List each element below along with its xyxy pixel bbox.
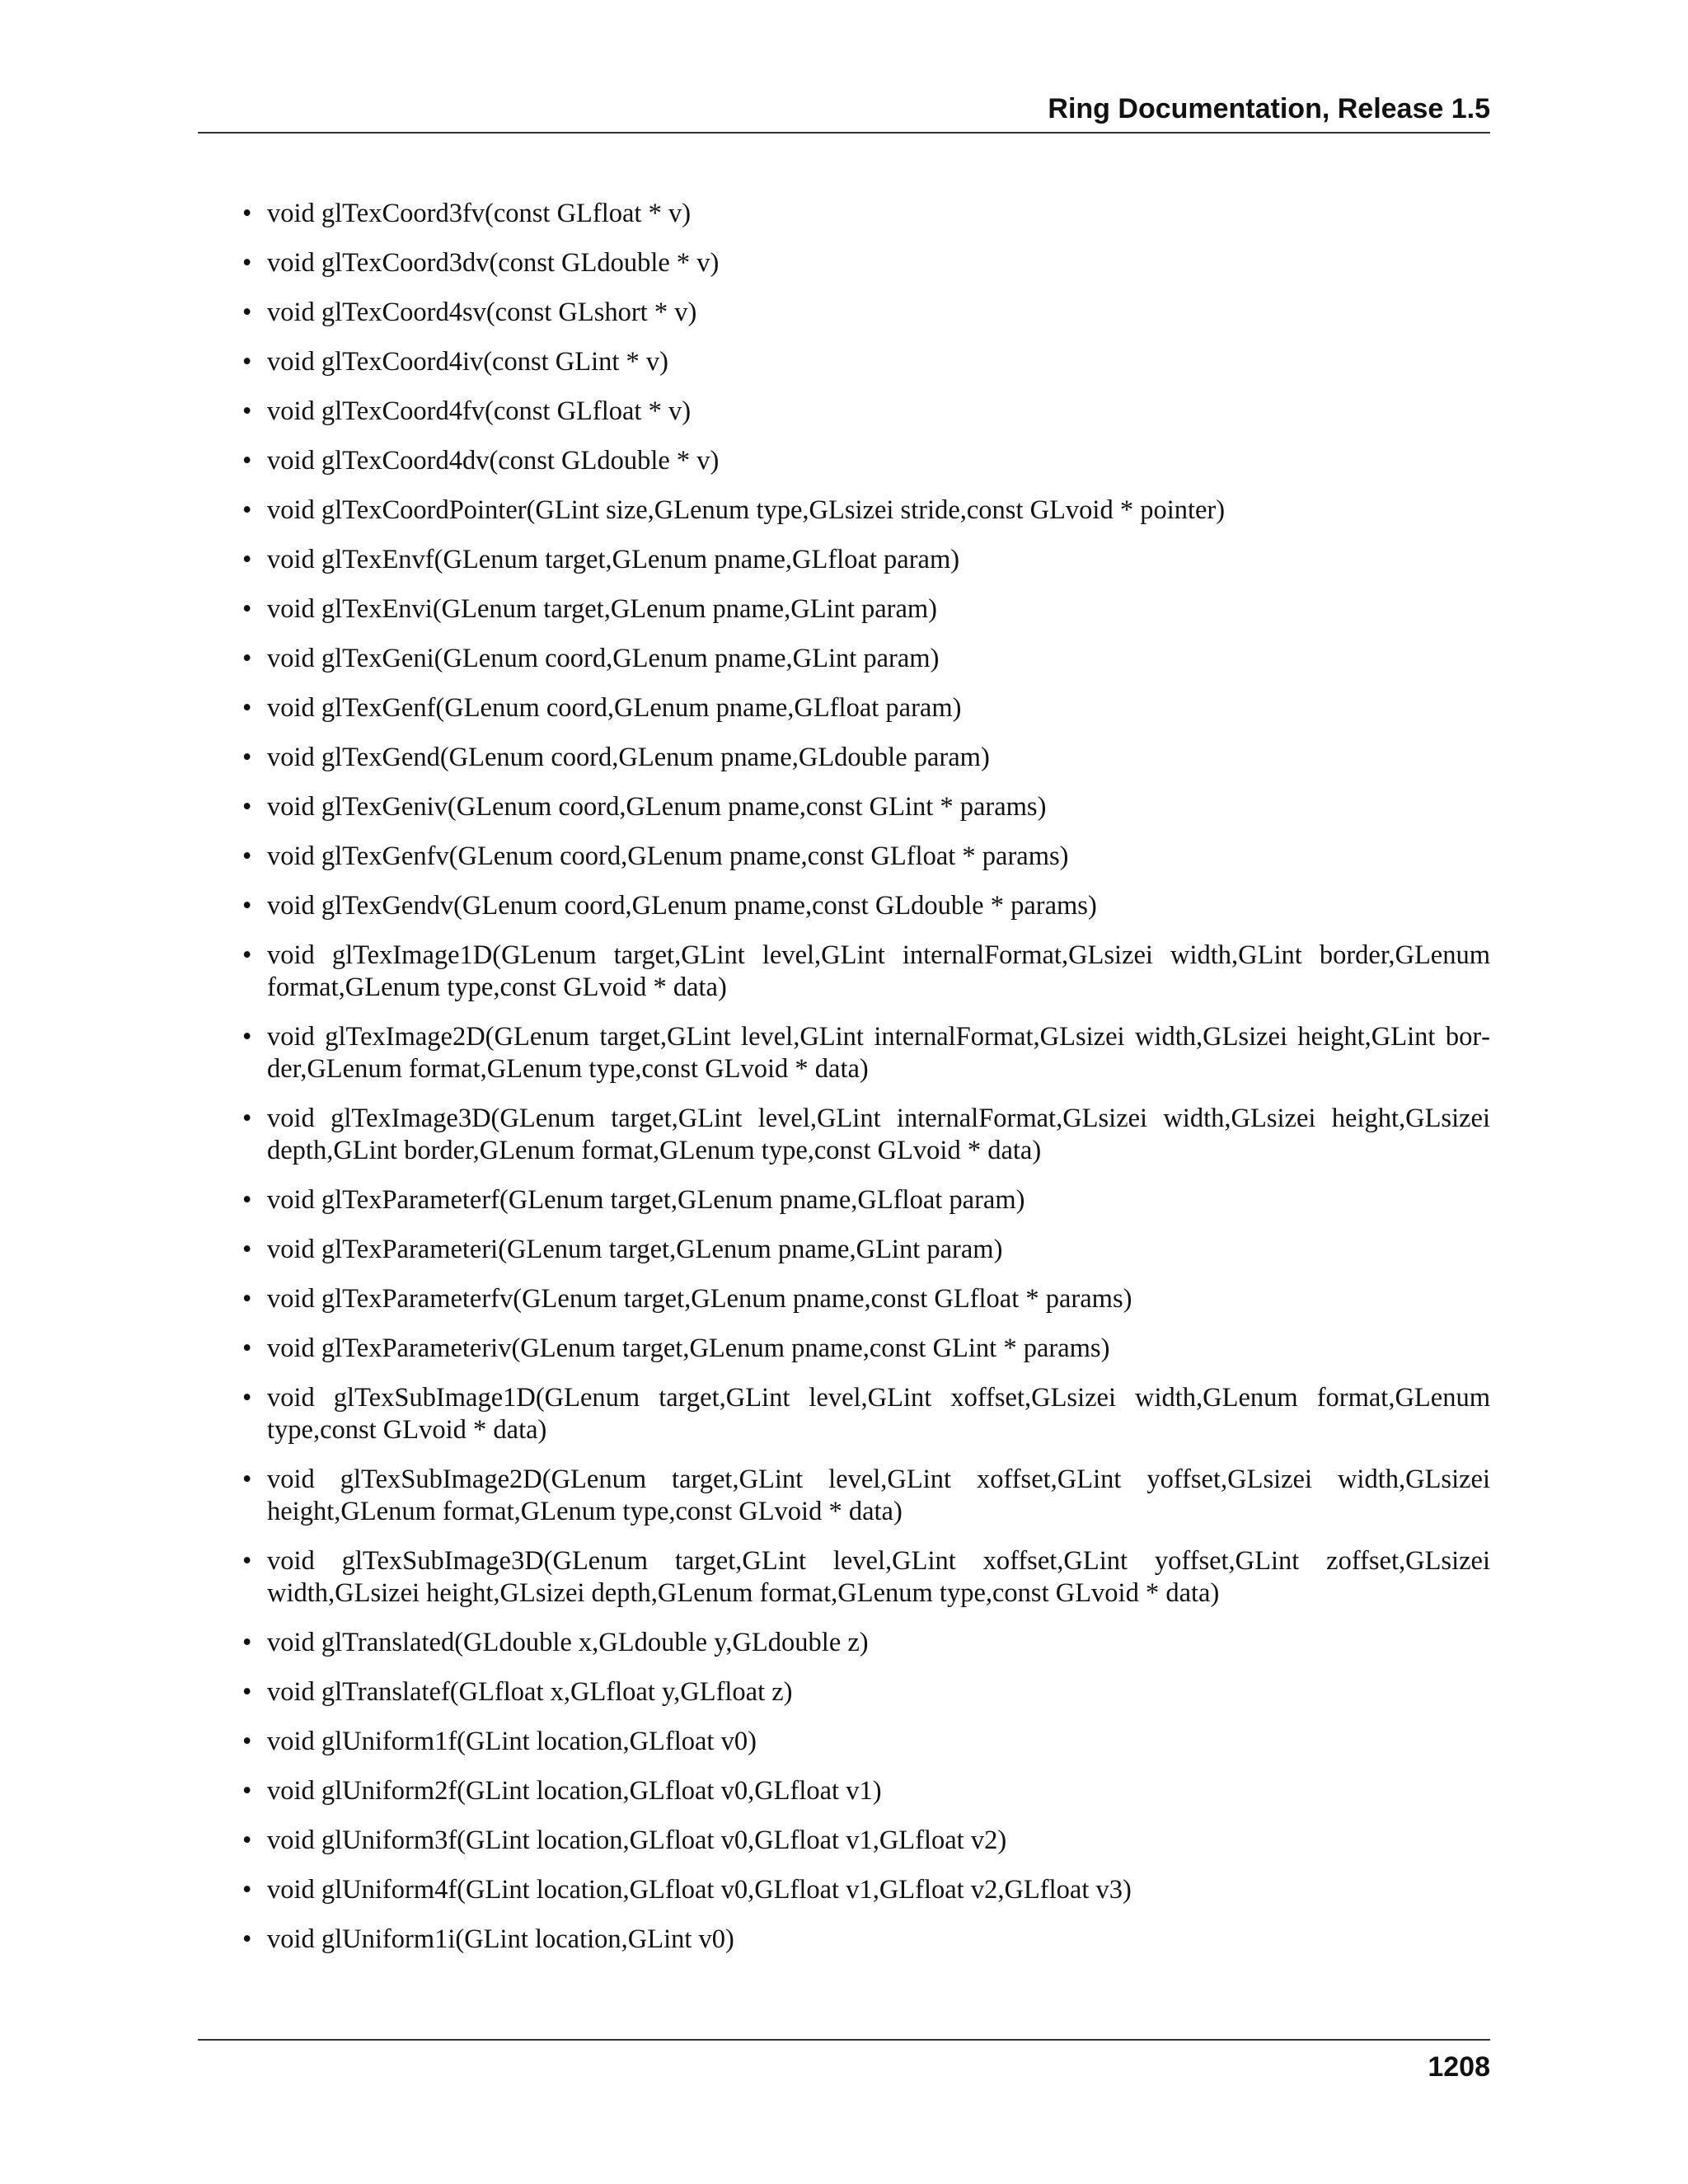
function-signature: void glTexImage3D(GLenum target,GLint level,GLint internalFormat,GLsizei width,GLsizei height,GLsizei depth,GLint border,GLenum format,GLenum type,const GLvoid * data)	[267, 1104, 1490, 1165]
bullet-icon: •	[242, 644, 252, 673]
list-item	[198, 1874, 1490, 1906]
function-signature: void glTexImage2D(GLenum target,GLint level,GLint internalFormat,GLsizei width,GLsizei height,GLint border,GLenum format,GLenum type,const GLvoid * data)	[267, 1022, 1490, 1084]
list-item	[198, 890, 1490, 922]
list-item	[198, 247, 1490, 279]
bullet-icon: •	[242, 1727, 252, 1756]
function-signature: void glTexParameterf(GLenum target,GLenum pname,GLfloat param)	[267, 1185, 1025, 1215]
bullet-icon: •	[242, 1284, 252, 1314]
function-signature: void glTranslatef(GLfloat x,GLfloat y,GLfloat z)	[267, 1677, 793, 1707]
function-signature: void glTexCoord4dv(const GLdouble * v)	[267, 446, 720, 476]
list-item	[198, 396, 1490, 428]
bullet-icon: •	[242, 396, 252, 426]
function-signature: void glTexCoord3dv(const GLdouble * v)	[267, 248, 720, 278]
function-signature: void glTexGenf(GLenum coord,GLenum pname,GLfloat param)	[267, 693, 962, 723]
function-signature: void glUniform3f(GLint location,GLfloat v0,GLfloat v1,GLfloat v2)	[267, 1825, 1007, 1855]
page-number: 1208	[1428, 2051, 1490, 2083]
list-item	[198, 1234, 1490, 1266]
function-signature: void glUniform1f(GLint location,GLfloat v0)	[267, 1727, 757, 1756]
bullet-icon: •	[242, 298, 252, 327]
function-signature: void glTexParameterfv(GLenum target,GLenum pname,const GLfloat * params)	[267, 1284, 1132, 1314]
list-item	[198, 544, 1490, 576]
list-item	[198, 297, 1490, 329]
bullet-icon: •	[242, 891, 252, 921]
list-item	[198, 593, 1490, 626]
list-item	[198, 1184, 1490, 1216]
function-signature: void glTexCoord4fv(const GLfloat * v)	[267, 396, 692, 426]
list-item	[198, 1333, 1490, 1365]
bullet-icon: •	[242, 1465, 252, 1494]
bullet-icon: •	[242, 1546, 252, 1576]
list-item	[198, 1676, 1490, 1708]
function-signature: void glTexEnvf(GLenum target,GLenum pname,GLfloat param)	[267, 545, 960, 574]
list-item	[198, 1283, 1490, 1315]
list-item	[198, 494, 1490, 527]
bullet-icon: •	[242, 1383, 252, 1413]
bullet-icon: •	[242, 792, 252, 822]
function-signature: void glTexCoord4sv(const GLshort * v)	[267, 298, 697, 327]
function-signature: void glTranslated(GLdouble x,GLdouble y,GLdouble z)	[267, 1628, 869, 1657]
list-item	[198, 198, 1490, 230]
page-content	[198, 198, 1490, 1973]
list-item	[198, 445, 1490, 477]
page-footer	[198, 2039, 1490, 2083]
function-signature: void glUniform4f(GLint location,GLfloat v0,GLfloat v1,GLfloat v2,GLfloat v3)	[267, 1875, 1132, 1905]
bullet-icon: •	[242, 1825, 252, 1855]
function-signature: void glUniform2f(GLint location,GLfloat v0,GLfloat v1)	[267, 1776, 882, 1806]
bullet-icon: •	[242, 743, 252, 772]
list-item	[198, 841, 1490, 873]
bullet-icon: •	[242, 1677, 252, 1707]
list-item	[198, 1545, 1490, 1610]
bullet-icon: •	[242, 495, 252, 525]
list-item	[198, 1825, 1490, 1857]
function-signature: void glTexCoord4iv(const GLint * v)	[267, 347, 668, 377]
bullet-icon: •	[242, 248, 252, 278]
bullet-icon: •	[242, 1333, 252, 1363]
list-item	[198, 1924, 1490, 1956]
function-signature: void glTexParameteri(GLenum target,GLenum pname,GLint param)	[267, 1235, 1003, 1264]
list-item	[198, 346, 1490, 378]
list-item	[198, 643, 1490, 675]
bullet-icon: •	[242, 1235, 252, 1264]
bullet-icon: •	[242, 1924, 252, 1954]
list-item	[198, 1726, 1490, 1758]
list-item	[198, 1103, 1490, 1167]
bullet-icon: •	[242, 347, 252, 377]
bullet-icon: •	[242, 199, 252, 228]
function-signature: void glTexGeniv(GLenum coord,GLenum pname,const GLint * params)	[267, 792, 1047, 822]
bullet-icon: •	[242, 594, 252, 624]
function-signature: void glTexCoordPointer(GLint size,GLenum type,GLsizei stride,const GLvoid * pointer)	[267, 495, 1226, 525]
function-signature: void glTexParameteriv(GLenum target,GLenum pname,const GLint * params)	[267, 1333, 1110, 1363]
function-signature: void glTexGend(GLenum coord,GLenum pname,GLdouble param)	[267, 743, 990, 772]
function-signature: void glTexSubImage3D(GLenum target,GLint level,GLint xoffset,GLint yoffset,GLint zoffset,GLsizei width,GLsizei height,GLsizei depth,GLenum format,GLenum type,const GLvoid * data)	[267, 1546, 1490, 1608]
bullet-icon: •	[242, 693, 252, 723]
bullet-icon: •	[242, 545, 252, 574]
function-signature: void glTexGendv(GLenum coord,GLenum pname,const GLdouble * params)	[267, 891, 1097, 921]
page-header	[198, 92, 1490, 134]
bullet-icon: •	[242, 1185, 252, 1215]
list-item	[198, 742, 1490, 774]
bullet-icon: •	[242, 841, 252, 871]
list-item	[198, 692, 1490, 724]
function-signature: void glUniform1i(GLint location,GLint v0)	[267, 1924, 734, 1954]
list-item	[198, 1382, 1490, 1446]
list-item	[198, 1627, 1490, 1659]
function-list	[198, 198, 1490, 1956]
bullet-icon: •	[242, 1776, 252, 1806]
list-item	[198, 940, 1490, 1004]
function-signature: void glTexGenfv(GLenum coord,GLenum pname,const GLfloat * params)	[267, 841, 1069, 871]
function-signature: void glTexImage1D(GLenum target,GLint level,GLint internalFormat,GLsizei width,GLint border,GLenum format,GLenum type,const GLvoid * data)	[267, 940, 1490, 1002]
function-signature: void glTexCoord3fv(const GLfloat * v)	[267, 199, 692, 228]
bullet-icon: •	[242, 1104, 252, 1133]
bullet-icon: •	[242, 940, 252, 970]
bullet-icon: •	[242, 1875, 252, 1905]
bullet-icon: •	[242, 446, 252, 476]
bullet-icon: •	[242, 1022, 252, 1052]
function-signature: void glTexSubImage2D(GLenum target,GLint level,GLint xoffset,GLint yoffset,GLsizei width,GLsizei height,GLenum format,GLenum type,const GLvoid * data)	[267, 1465, 1490, 1526]
list-item	[198, 1021, 1490, 1085]
list-item	[198, 1775, 1490, 1807]
document-title: Ring Documentation, Release 1.5	[1048, 93, 1490, 124]
list-item	[198, 791, 1490, 823]
function-signature: void glTexSubImage1D(GLenum target,GLint level,GLint xoffset,GLsizei width,GLenum format,GLenum type,const GLvoid * data)	[267, 1383, 1490, 1445]
function-signature: void glTexEnvi(GLenum target,GLenum pname,GLint param)	[267, 594, 938, 624]
function-signature: void glTexGeni(GLenum coord,GLenum pname,GLint param)	[267, 644, 940, 673]
bullet-icon: •	[242, 1628, 252, 1657]
list-item	[198, 1464, 1490, 1528]
